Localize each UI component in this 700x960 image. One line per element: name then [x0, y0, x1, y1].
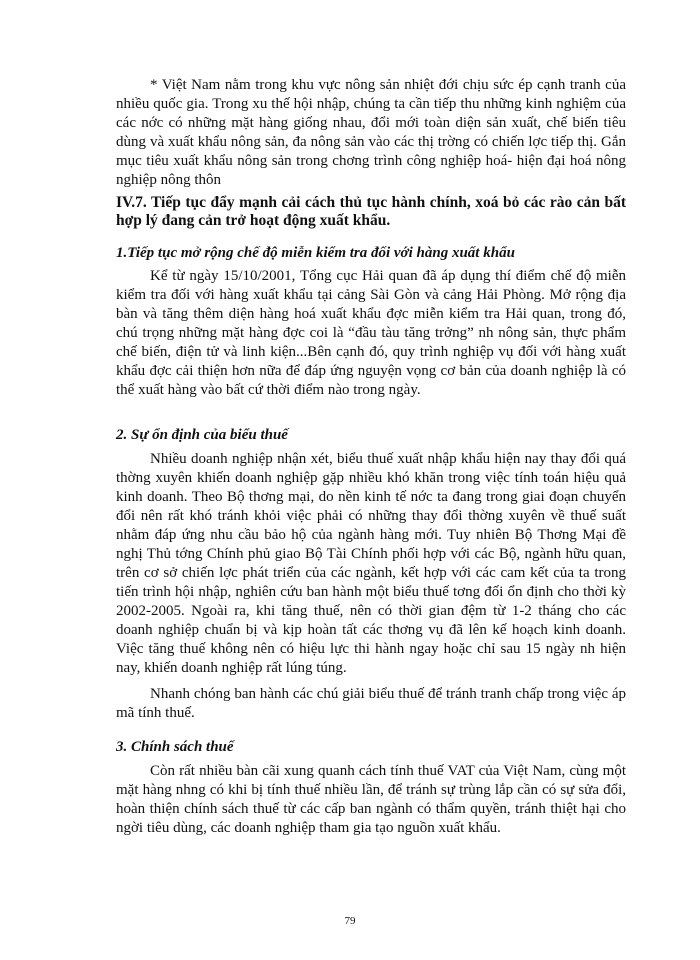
paragraph-section-1: Kể từ ngày 15/10/2001, Tổng cục Hải quan đã áp dụng thí điểm chế độ miễn kiểm tra đối với hàng xuất khẩu tại cảng Sài Gòn và cảng Hải Phòng. Mở rộng địa bàn và tăng thêm diện hàng hoá xuất khẩu đợc miễn kiểm tra Hải quan, trong đó, chú trọng những mặt hàng đợc coi là “đầu tàu tăng trởng” nh nông sản, thực phẩm chế biến, điện tử và linh kiện...Bên cạnh đó, quy trình nghiệp vụ đối với hàng xuất khẩu đợc cải thiện hơn nữa để đáp ứng nguyện vọng cơ bản của doanh nghiệp là có thể xuất hàng vào bất cứ thời điểm nào trong ngày. — [116, 268, 626, 398]
paragraph-intro: * Việt Nam nằm trong khu vực nông sản nhiệt đới chịu sức ép cạnh tranh của nhiều quốc gia. Trong xu thế hội nhập, chúng ta cần tiếp thu những kinh nghiệm của các nớc có những mặt hàng giống nhau, đổi mới toàn diện sản xuất, chế biến tiêu dùng và xuất khẩu nông sản, đa nông sản vào các thị trờng có chiến lợc tiếp thị. Gắn mục tiêu xuất khẩu nông sản trong chơng trình công nghiệp hoá- hiện đại hoá nông nghiệp nông thôn — [116, 77, 626, 188]
paragraph-section-2a: Nhiều doanh nghiệp nhận xét, biểu thuế xuất nhập khẩu hiện nay thay đổi quá thờng xuyên khiến doanh nghiệp gặp nhiều khó khăn trong việc tính toán hiệu quả kinh doanh. Theo Bộ thơng mại, do nền kinh tế nớc ta đang trong giai đoạn chuyển đổi nên rất khó tránh khỏi việc phải có những thay đổi thờng xuyên về thuế suất nhằm đáp ứng nhu cầu bảo hộ của ngành hàng mới. Tuy nhiên Bộ Thơng Mại đề nghị Thủ tớng Chính phủ giao Bộ Tài Chính phối hợp với các Bộ, ngành hữu quan, trên cơ sở chiến lợc phát triển của các ngành, kết hợp với các cam kết của ta trong tiến trình hội nhập, nghiên cứu ban hành một biểu thuế tơng đối ổn định cho thời kỳ 2002-2005. Ngoài ra, khi tăng thuế, nên có thời gian đệm từ 1-2 tháng cho các doanh nghiệp chuẩn bị và kịp hoàn tất các thơng vụ đã lên kế hoạch kinh doanh. Việc tăng thuế không nên có hiệu lực thi hành ngay hoặc chỉ sau 15 ngày nh hiện nay, khiến doanh nghiệp rất lúng túng. — [116, 451, 626, 676]
paragraph-section-3: Còn rất nhiều bàn cãi xung quanh cách tính thuế VAT của Việt Nam, cùng một mặt hàng nhng có khi bị tính thuế nhiều lần, để tránh sự trùng lắp cần có sự sửa đổi, hoàn thiện chính sách thuế từ các cấp ban ngành có thẩm quyền, tránh thiệt hại cho ngời tiêu dùng, các doanh nghiệp tham gia tạo nguồn xuất khẩu. — [116, 763, 626, 836]
paragraph-section-2b: Nhanh chóng ban hành các chú giải biểu thuế để tránh tranh chấp trong việc áp mã tính thuế. — [116, 686, 626, 721]
heading-subsection-2: 2. Sự ổn định của biểu thuế — [116, 427, 288, 443]
heading-section-iv7: IV.7. Tiếp tục đẩy mạnh cải cách thủ tục hành chính, xoá bỏ các rào cản bất hợp lý đang cản trở hoạt động xuất khẩu. — [116, 194, 626, 229]
heading-subsection-1: 1.Tiếp tục mở rộng chế độ miễn kiểm tra đối với hàng xuất khẩu — [116, 245, 515, 261]
page-number: 79 — [344, 915, 356, 927]
heading-subsection-3: 3. Chính sách thuế — [116, 739, 234, 755]
